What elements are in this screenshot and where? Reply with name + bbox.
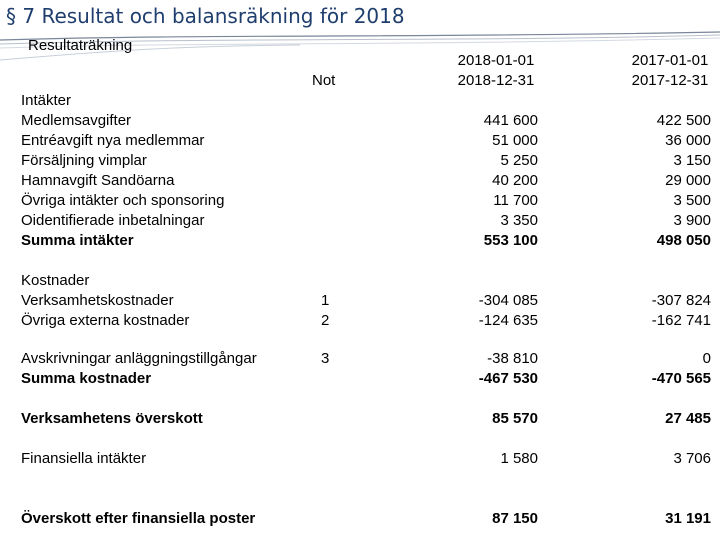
value-2018: 11 700: [493, 192, 538, 209]
note-ref: 3: [321, 350, 330, 367]
row-label: Övriga externa kostnader: [21, 312, 190, 329]
row-label-total: Överskott efter finansiella poster: [21, 510, 256, 527]
value-2018-total: 87 150: [492, 510, 538, 527]
value-2018: 5 250: [500, 152, 538, 169]
row-label: Finansiella intäkter: [21, 450, 147, 467]
row-label: Kostnader: [21, 272, 90, 289]
value-2017: 3 500: [673, 192, 711, 209]
value-2018-total: -467 530: [478, 370, 538, 387]
value-2017-total: 27 485: [665, 410, 711, 427]
value-2017: 36 000: [665, 132, 711, 149]
value-2018-total: 553 100: [483, 232, 538, 249]
value-2017: 3 150: [673, 152, 711, 169]
value-2018: 1 580: [500, 450, 538, 467]
header-period-2018: [448, 51, 544, 91]
header-period-2018-start: 2018-01-01: [457, 52, 535, 69]
row-label: Medlemsavgifter: [21, 112, 132, 129]
value-2017: 29 000: [665, 172, 711, 189]
value-2017: 3 706: [673, 450, 711, 467]
slide-title: § 7 Resultat och balansräkning för 2018: [6, 4, 405, 28]
value-2017: 0: [702, 350, 711, 367]
note-ref: 1: [321, 292, 330, 309]
value-2018: 40 200: [492, 172, 538, 189]
value-2017-total: -470 565: [651, 370, 711, 387]
note-ref: 2: [321, 312, 330, 329]
row-label: Verksamhetskostnader: [21, 292, 174, 309]
header-period-2017-end: 2017-12-31: [631, 72, 709, 89]
value-2017: 3 900: [673, 212, 711, 229]
value-2017: -307 824: [651, 292, 711, 309]
row-label: Försäljning vimplar: [21, 152, 147, 169]
row-label-total: Summa intäkter: [21, 232, 134, 249]
value-2017: -162 741: [651, 312, 711, 329]
section-subtitle: Resultaträkning: [28, 37, 133, 54]
value-2018-total: 85 570: [492, 410, 538, 427]
value-2018: 51 000: [492, 132, 538, 149]
value-2018: 3 350: [500, 212, 538, 229]
row-label: Avskrivningar anläggningstillgångar: [21, 350, 257, 367]
value-2018: 441 600: [483, 112, 538, 129]
header-period-2017-start: 2017-01-01: [631, 52, 709, 69]
header-period-2017: [622, 51, 718, 91]
row-label: Oidentifierade inbetalningar: [21, 212, 205, 229]
row-label: Hamnavgift Sandöarna: [21, 172, 175, 189]
value-2017: 422 500: [656, 112, 711, 129]
row-label-total: Verksamhetens överskott: [21, 410, 203, 427]
row-label: Entréavgift nya medlemmar: [21, 132, 205, 149]
row-label-total: Summa kostnader: [21, 370, 152, 387]
row-label: Övriga intäkter och sponsoring: [21, 192, 225, 209]
value-2018: -304 085: [478, 292, 538, 309]
value-2017-total: 31 191: [665, 510, 711, 527]
value-2017-total: 498 050: [656, 232, 711, 249]
value-2018: -124 635: [478, 312, 538, 329]
header-not: Not: [312, 72, 336, 89]
row-label: Intäkter: [21, 92, 72, 109]
header-period-2018-end: 2018-12-31: [457, 72, 535, 89]
value-2018: -38 810: [487, 350, 538, 367]
